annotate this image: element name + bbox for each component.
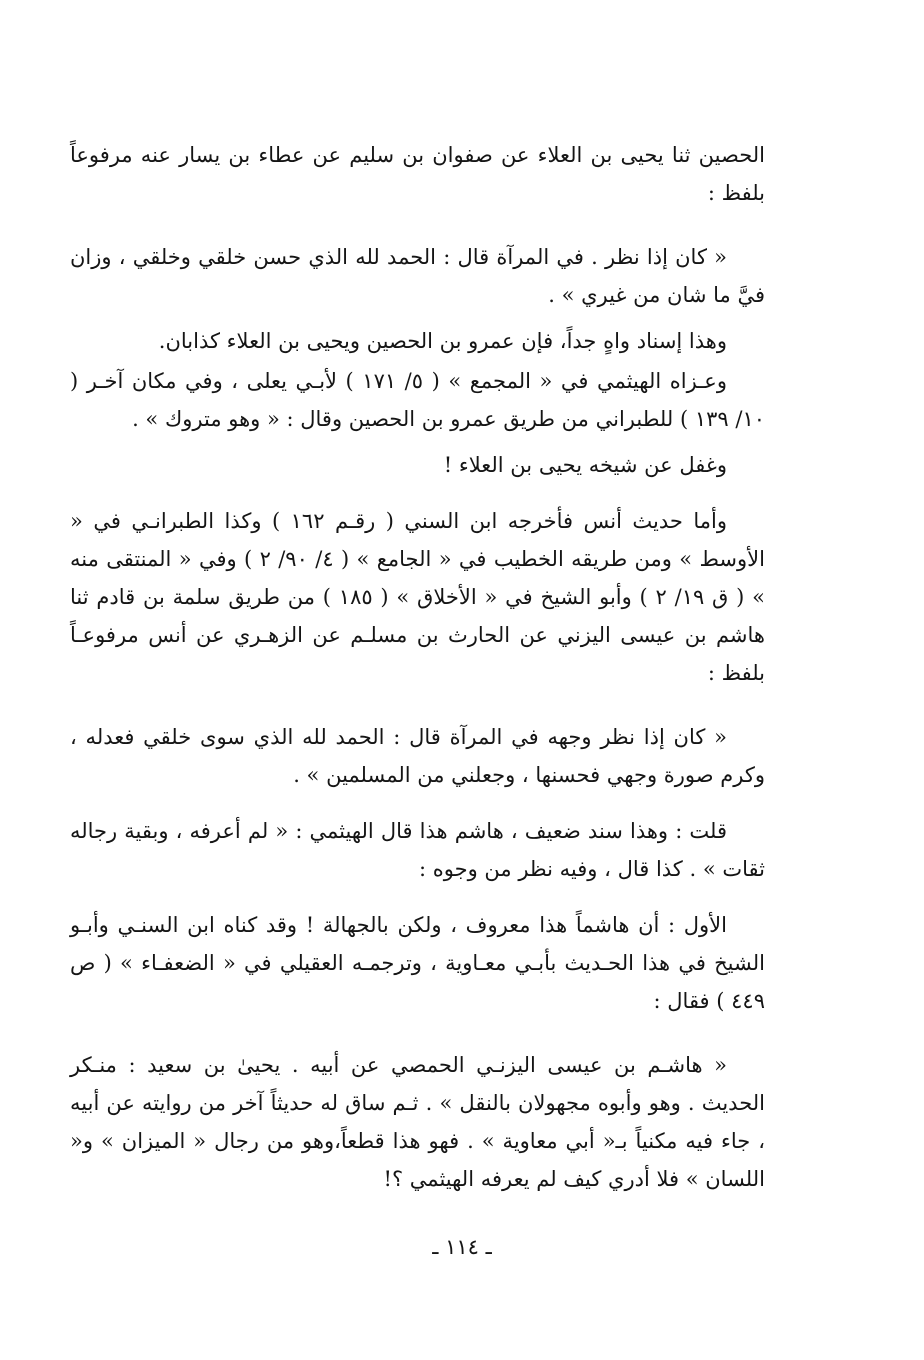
paragraph-critique: قلت : وهذا سند ضعيف ، هاشم هذا قال الهيثمي : « لم أعرفه ، وبقية رجاله ثقات » . كذا قال ، وفيه نظر من وجوه :	[70, 819, 765, 881]
paragraph-anas-hadith: وأما حديث أنس فأخرجه ابن السني ( رقـم ١٦٢ ) وكذا الطبرانـي في « الأوسط » ومن طريقه الخطيب في « الجامع » ( ٤/ ٩٠/ ٢ ) وفي « المنتقى منه » ( ق ١٩/ ٢ ) وأبو الشيخ في « الأخلاق » ( ١٨٥ ) من طريق سلمة بن قادم ثنا هاشم بن عيسى اليزني عن الحارث بن مسلـم عن الزهـري عن أنس مرفوعـاً بلفظ :	[70, 509, 765, 685]
paragraph-uqayli-quote: « هاشـم بن عيسى اليزنـي الحمصي عن أبيه . يحيىٰ بن سعيد : منـكر الحديث . وهو وأبوه مجهولان بالنقل » . ثـم ساق له حديثاً آخر من روايته عن أبيه ، جاء فيه مكنياً بـ« أبي معاوية » . فهو هذا قطعاً،وهو من رجال « الميزان » و« اللسان » فلا أدري كيف لم يعرفه الهيثمي ؟!	[70, 1053, 765, 1191]
paragraph-overlooked-shaykh: وغفل عن شيخه يحيى بن العلاء !	[443, 453, 727, 477]
paragraph-hadith-quote-1: « كان إذا نظر . في المرآة قال : الحمد لله الذي حسن خلقي وخلقي ، وزان فيَّ ما شان من غيري » .	[70, 245, 765, 307]
paragraph-hadith-quote-2: « كان إذا نظر وجهه في المرآة قال : الحمد لله الذي سوى خلقي فعدله ، وكرم صورة وجهي فحسنها ، وجعلني من المسلمين » .	[70, 725, 765, 787]
page-body	[70, 136, 765, 1198]
page-number: ـ ١١٤ ـ	[432, 1235, 492, 1259]
paragraph-first-point: الأول : أن هاشماً هذا معروف ، ولكن بالجهالة ! وقد كناه ابن السنـي وأبـو الشيخ في هذا الحـديث بأبـي معـاوية ، وترجمـه العقيلي في « الضعفـاء » ( ص ٤٤٩ ) فقال :	[70, 913, 765, 1013]
paragraph-hadith-chain-continued: الحصين ثنا يحيى بن العلاء عن صفوان بن سليم عن عطاء بن يسار عنه مرفوعاً بلفظ :	[70, 143, 765, 205]
paragraph-haythami-attribution: وعـزاه الهيثمي في « المجمع » ( ٥/ ١٧١ ) لأبـي يعلى ، وفي مكان آخـر ( ١٠/ ١٣٩ ) للطبراني من طريق عمرو بن الحصين وقال : « وهو متروك » .	[70, 369, 765, 431]
paragraph-isnad-weak: وهذا إسناد واهٍ جداً، فإن عمرو بن الحصين ويحيى بن العلاء كذابان.	[158, 329, 727, 353]
